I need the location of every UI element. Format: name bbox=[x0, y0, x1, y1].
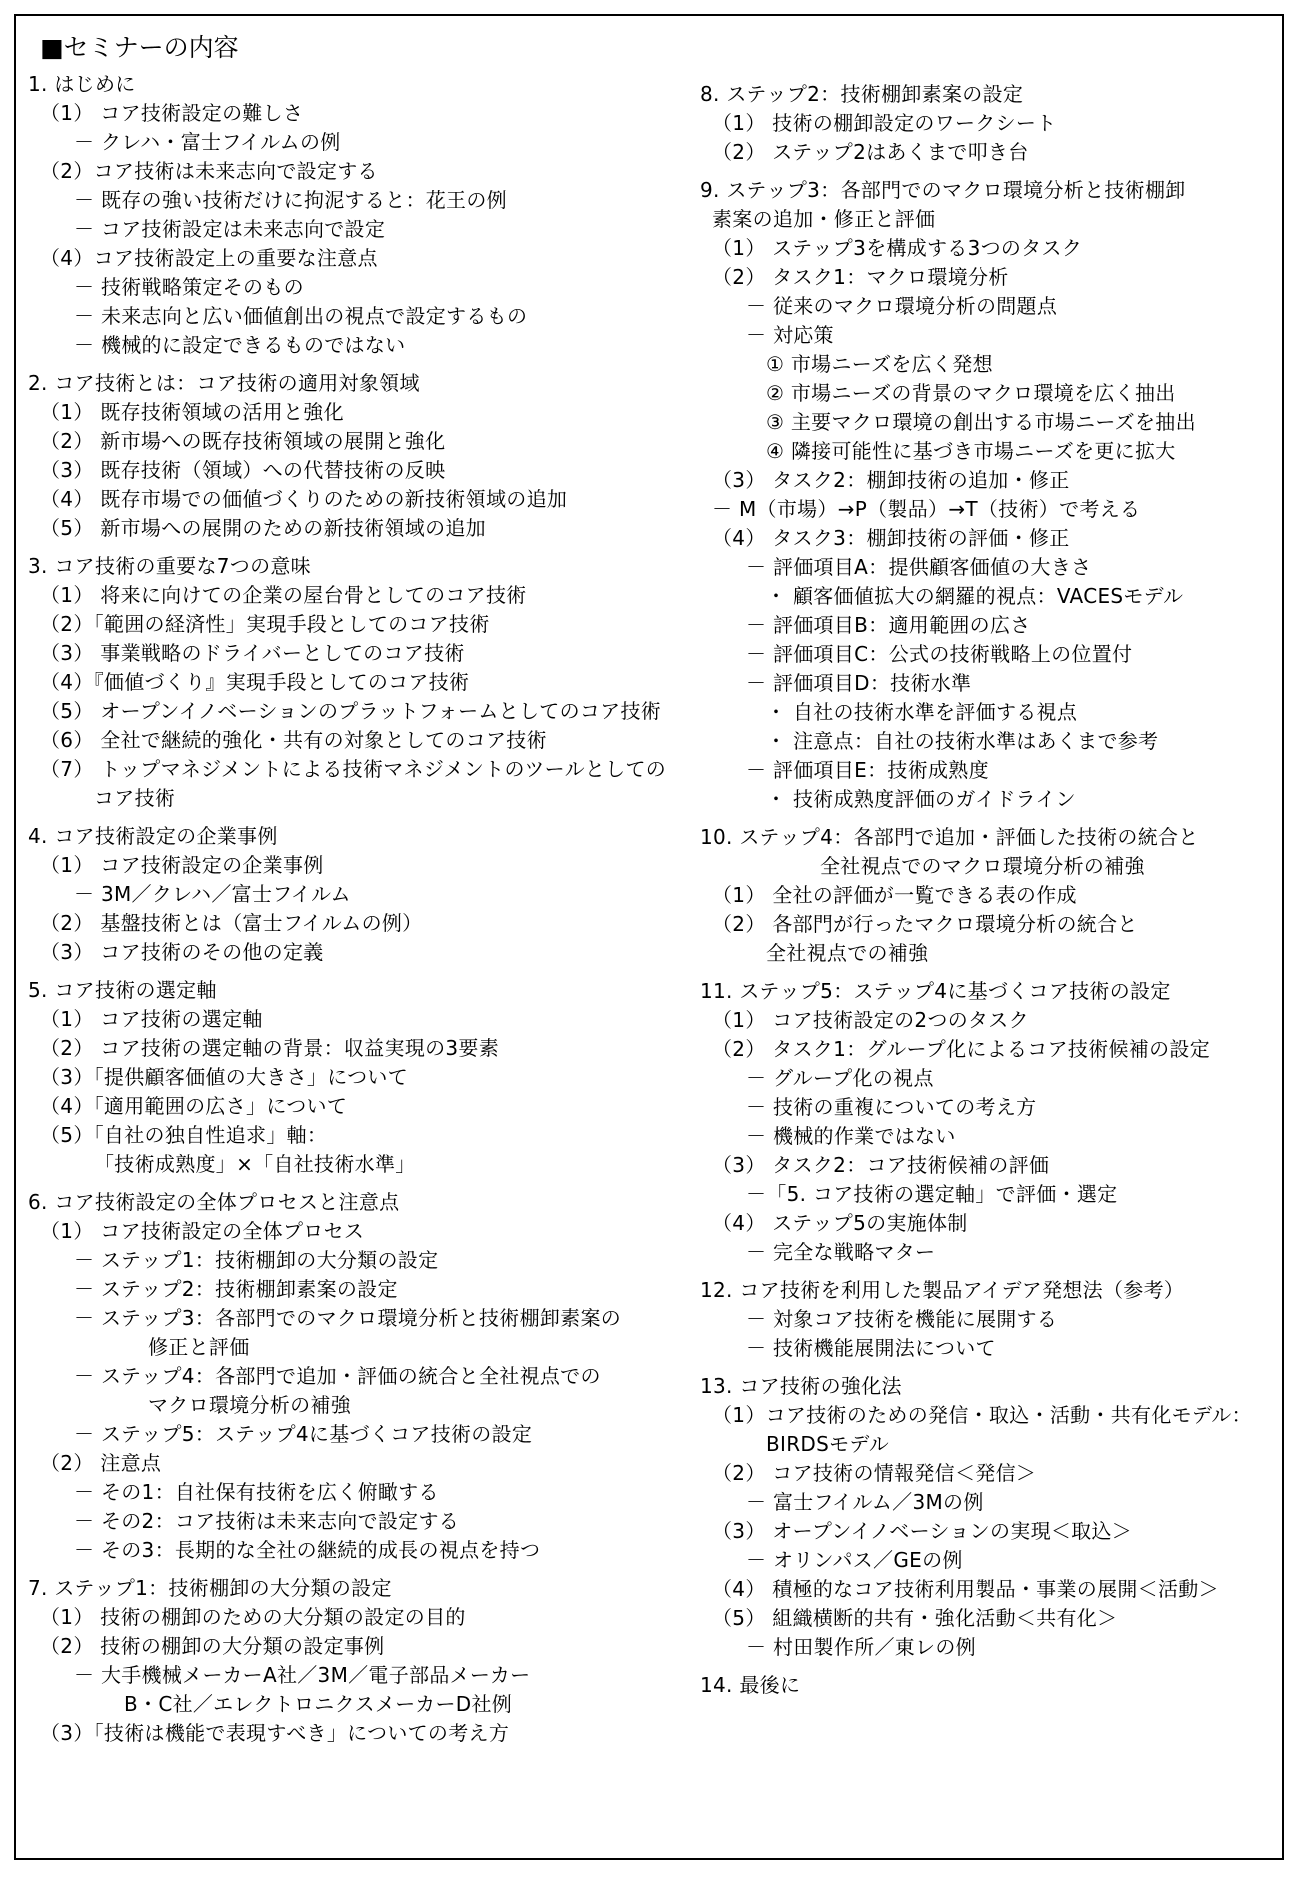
outline-section bbox=[700, 80, 1275, 167]
outline-item: （1） コア技術の選定軸 bbox=[40, 1007, 263, 1031]
outline-item: マクロ環境分析の補強 bbox=[148, 1393, 351, 1417]
outline-item: － 技術機能展開法について bbox=[746, 1336, 996, 1360]
section-heading: 9. ステップ3：各部門でのマクロ環境分析と技術棚卸 bbox=[700, 178, 1186, 202]
outline-item: （3）「技術は機能で表現すべき」についての考え方 bbox=[40, 1721, 510, 1745]
outline-item: － M（市場）→P（製品）→T（技術）で考える bbox=[712, 497, 1141, 521]
outline-item: BIRDSモデル bbox=[766, 1432, 890, 1456]
outline-section bbox=[28, 1188, 678, 1565]
outline-item: （5） オープンイノベーションのプラットフォームとしてのコア技術 bbox=[40, 699, 662, 723]
outline-item: － 機械的に設定できるものではない bbox=[74, 333, 406, 357]
outline-item: － ステップ5：ステップ4に基づくコア技術の設定 bbox=[74, 1422, 533, 1446]
outline-item: （3） 既存技術（領域）への代替技術の反映 bbox=[40, 458, 446, 482]
outline-item: － 富士フイルム／3Mの例 bbox=[746, 1490, 984, 1514]
outline-item: － 評価項目D：技術水準 bbox=[746, 671, 972, 695]
outline-section bbox=[28, 369, 678, 543]
outline-item: － その3：長期的な全社の継続的成長の視点を持つ bbox=[74, 1538, 541, 1562]
outline-item: （2） 注意点 bbox=[40, 1451, 162, 1475]
outline-section bbox=[700, 1671, 1275, 1700]
outline-item: （7） トップマネジメントによる技術マネジメントのツールとしての bbox=[40, 757, 667, 781]
outline-item: （2） 各部門が行ったマクロ環境分析の統合と bbox=[712, 912, 1138, 936]
outline-section bbox=[28, 1574, 678, 1748]
outline-item: － その1：自社保有技術を広く俯瞰する bbox=[74, 1480, 439, 1504]
outline-item: （5）「自社の独自性追求」軸： bbox=[40, 1123, 328, 1147]
section-heading: 2. コア技術とは：コア技術の適用対象領域 bbox=[28, 371, 420, 395]
right-column bbox=[700, 80, 1275, 1709]
section-heading: 10. ステップ4：各部門で追加・評価した技術の統合と bbox=[700, 825, 1199, 849]
outline-section bbox=[700, 1372, 1275, 1662]
outline-item: ② 市場ニーズの背景のマクロ環境を広く抽出 bbox=[766, 381, 1176, 405]
outline-item: （2） コア技術の選定軸の背景：収益実現の3要素 bbox=[40, 1036, 500, 1060]
outline-section bbox=[700, 977, 1275, 1267]
outline-item: ・ 自社の技術水準を評価する視点 bbox=[766, 700, 1078, 724]
outline-item: － 従来のマクロ環境分析の問題点 bbox=[746, 294, 1058, 318]
outline-item: （1） コア技術設定の難しさ bbox=[40, 101, 304, 125]
outline-item: （2） タスク1：マクロ環境分析 bbox=[712, 265, 1009, 289]
outline-item: （6） 全社で継続的強化・共有の対象としてのコア技術 bbox=[40, 728, 547, 752]
outline-item: － オリンパス／GEの例 bbox=[746, 1548, 963, 1572]
outline-item: ・ 顧客価値拡大の網羅的視点：VACESモデル bbox=[766, 584, 1184, 608]
outline-item: －「5. コア技術の選定軸」で評価・選定 bbox=[746, 1182, 1118, 1206]
outline-item: － コア技術設定は未来志向で設定 bbox=[74, 217, 386, 241]
outline-section bbox=[700, 823, 1275, 968]
outline-item: － 機械的作業ではない bbox=[746, 1124, 956, 1148]
page-title: ■セミナーの内容 bbox=[40, 33, 239, 62]
outline-item: （2） 新市場への既存技術領域の展開と強化 bbox=[40, 429, 446, 453]
outline-item: （1） 将来に向けての企業の屋台骨としてのコア技術 bbox=[40, 583, 527, 607]
outline-item: ③ 主要マクロ環境の創出する市場ニーズを抽出 bbox=[766, 410, 1196, 434]
outline-item: （3） タスク2：コア技術候補の評価 bbox=[712, 1153, 1050, 1177]
outline-item: コア技術 bbox=[94, 786, 176, 810]
section-heading: 6. コア技術設定の全体プロセスと注意点 bbox=[28, 1190, 400, 1214]
outline-item: － 対応策 bbox=[746, 323, 834, 347]
outline-item: （1） ステップ3を構成する3つのタスク bbox=[712, 236, 1083, 260]
outline-item: － 大手機械メーカーA社／3M／電子部品メーカー bbox=[74, 1663, 531, 1687]
outline-item: （4）コア技術設定上の重要な注意点 bbox=[40, 246, 378, 270]
outline-item: － グループ化の視点 bbox=[746, 1066, 934, 1090]
outline-item: － 既存の強い技術だけに拘泥すると：花王の例 bbox=[74, 188, 507, 212]
outline-item: （1） 技術の棚卸設定のワークシート bbox=[712, 111, 1057, 135]
outline-item: （2） ステップ2はあくまで叩き台 bbox=[712, 140, 1029, 164]
outline-item: － 技術の重複についての考え方 bbox=[746, 1095, 1037, 1119]
outline-item: （1） 全社の評価が一覧できる表の作成 bbox=[712, 883, 1077, 907]
outline-item: （2）「範囲の経済性」実現手段としてのコア技術 bbox=[40, 612, 490, 636]
outline-item: （4） ステップ5の実施体制 bbox=[712, 1211, 968, 1235]
outline-item: － クレハ・富士フイルムの例 bbox=[74, 130, 341, 154]
outline-item: － ステップ3：各部門でのマクロ環境分析と技術棚卸素案の bbox=[74, 1306, 622, 1330]
outline-item: － その2：コア技術は未来志向で設定する bbox=[74, 1509, 460, 1533]
section-heading: 8. ステップ2：技術棚卸素案の設定 bbox=[700, 82, 1024, 106]
section-heading: 14. 最後に bbox=[700, 1673, 801, 1697]
section-heading: 3. コア技術の重要な7つの意味 bbox=[28, 554, 311, 578]
outline-item: （1） 既存技術領域の活用と強化 bbox=[40, 400, 344, 424]
outline-item: 全社視点での補強 bbox=[766, 941, 929, 965]
outline-item: （2） コア技術の情報発信＜発信＞ bbox=[712, 1461, 1037, 1485]
outline-item: （4） タスク3：棚卸技術の評価・修正 bbox=[712, 526, 1070, 550]
outline-item: （4） 積極的なコア技術利用製品・事業の展開＜活動＞ bbox=[712, 1577, 1219, 1601]
outline-item: （4） 既存市場での価値づくりのための新技術領域の追加 bbox=[40, 487, 568, 511]
outline-item: （3）「提供顧客価値の大きさ」について bbox=[40, 1065, 409, 1089]
outline-item: － 対象コア技術を機能に展開する bbox=[746, 1307, 1058, 1331]
outline-item: （2） 技術の棚卸の大分類の設定事例 bbox=[40, 1634, 385, 1658]
outline-item: B・C社／エレクトロニクスメーカーD社例 bbox=[124, 1692, 513, 1716]
section-heading: 1. はじめに bbox=[28, 72, 136, 96]
outline-item: － 3M／クレハ／富士フイルム bbox=[74, 882, 351, 906]
outline-item: － 未来志向と広い価値創出の視点で設定するもの bbox=[74, 304, 528, 328]
outline-item: － ステップ4：各部門で追加・評価の統合と全社視点での bbox=[74, 1364, 601, 1388]
outline-item: （1）コア技術のための発信・取込・活動・共有化モデル： bbox=[712, 1403, 1252, 1427]
section-heading: 4. コア技術設定の企業事例 bbox=[28, 824, 278, 848]
section-heading: 12. コア技術を利用した製品アイデア発想法（参考） bbox=[700, 1278, 1185, 1302]
left-column bbox=[28, 70, 678, 1757]
outline-item: （1） コア技術設定の全体プロセス bbox=[40, 1219, 365, 1243]
outline-item: 修正と評価 bbox=[148, 1335, 250, 1359]
outline-section bbox=[28, 70, 678, 360]
outline-section bbox=[28, 976, 678, 1179]
outline-item: （1） コア技術設定の企業事例 bbox=[40, 853, 324, 877]
outline-item: 全社視点でのマクロ環境分析の補強 bbox=[820, 854, 1145, 878]
outline-item: （1） コア技術設定の2つのタスク bbox=[712, 1008, 1029, 1032]
outline-item: － 評価項目A：提供顧客価値の大きさ bbox=[746, 555, 1092, 579]
outline-item: 素案の追加・修正と評価 bbox=[712, 207, 936, 231]
outline-section bbox=[28, 552, 678, 813]
outline-item: （5） 組織横断的共有・強化活動＜共有化＞ bbox=[712, 1606, 1118, 1630]
outline-item: － 評価項目C：公式の技術戦略上の位置付 bbox=[746, 642, 1133, 666]
outline-section bbox=[28, 822, 678, 967]
outline-item: － ステップ1：技術棚卸の大分類の設定 bbox=[74, 1248, 439, 1272]
outline-item: － 完全な戦略マター bbox=[746, 1240, 936, 1264]
outline-item: （3） タスク2：棚卸技術の追加・修正 bbox=[712, 468, 1070, 492]
outline-section bbox=[700, 176, 1275, 814]
outline-item: （3） コア技術のその他の定義 bbox=[40, 940, 324, 964]
outline-item: （1） 技術の棚卸のための大分類の設定の目的 bbox=[40, 1605, 466, 1629]
outline-item: （4）『価値づくり』実現手段としてのコア技術 bbox=[40, 670, 470, 694]
outline-item: － 村田製作所／東レの例 bbox=[746, 1635, 976, 1659]
outline-item: ① 市場ニーズを広く発想 bbox=[766, 352, 993, 376]
outline-item: － ステップ2：技術棚卸素案の設定 bbox=[74, 1277, 398, 1301]
outline-item: － 技術戦略策定そのもの bbox=[74, 275, 304, 299]
outline-item: － 評価項目E：技術成熟度 bbox=[746, 758, 989, 782]
section-heading: 7. ステップ1：技術棚卸の大分類の設定 bbox=[28, 1576, 392, 1600]
section-heading: 5. コア技術の選定軸 bbox=[28, 978, 217, 1002]
outline-item: （2）コア技術は未来志向で設定する bbox=[40, 159, 378, 183]
section-heading: 13. コア技術の強化法 bbox=[700, 1374, 902, 1398]
outline-item: （2） 基盤技術とは（富士フイルムの例） bbox=[40, 911, 423, 935]
outline-item: ・ 技術成熟度評価のガイドライン bbox=[766, 787, 1076, 811]
section-heading: 11. ステップ5：ステップ4に基づくコア技術の設定 bbox=[700, 979, 1171, 1003]
outline-item: （4）「適用範囲の広さ」について bbox=[40, 1094, 348, 1118]
outline-item: － 評価項目B：適用範囲の広さ bbox=[746, 613, 1031, 637]
outline-item: ④ 隣接可能性に基づき市場ニーズを更に拡大 bbox=[766, 439, 1176, 463]
outline-item: （5） 新市場への展開のための新技術領域の追加 bbox=[40, 516, 486, 540]
outline-item: （2） タスク1：グループ化によるコア技術候補の設定 bbox=[712, 1037, 1211, 1061]
outline-item: ・ 注意点：自社の技術水準はあくまで参考 bbox=[766, 729, 1159, 753]
outline-item: （3） 事業戦略のドライバーとしてのコア技術 bbox=[40, 641, 465, 665]
outline-section bbox=[700, 1276, 1275, 1363]
outline-item: （3） オープンイノベーションの実現＜取込＞ bbox=[712, 1519, 1133, 1543]
outline-item: 「技術成熟度」×「自社技術水準」 bbox=[94, 1152, 416, 1176]
